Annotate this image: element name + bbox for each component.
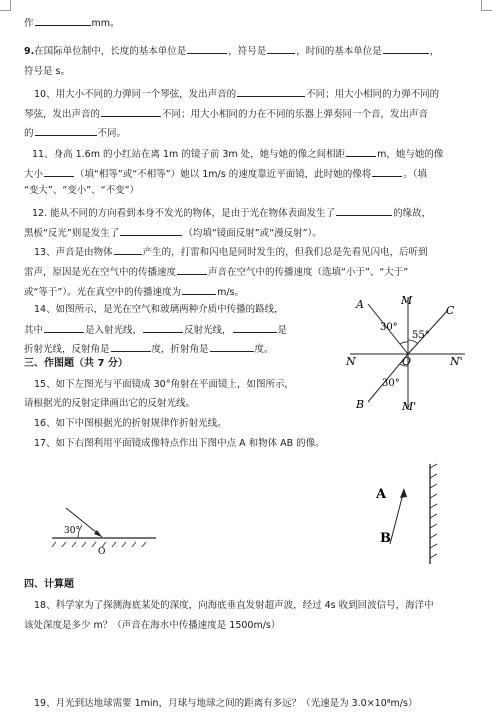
label-n: N <box>346 355 356 368</box>
question-11: 11、身高 1.6m 的小红站在离 1m 的镜子前 3m 处，她与她的像之间相距 m，她与她的像 <box>32 146 443 161</box>
blank[interactable] <box>372 166 402 177</box>
blank[interactable] <box>44 166 74 177</box>
blank[interactable] <box>187 43 227 54</box>
label-o: O <box>402 355 412 368</box>
blank[interactable] <box>143 322 183 333</box>
label-angle-55: 55° <box>412 330 430 341</box>
blank[interactable] <box>346 146 376 157</box>
question-14-cont1: 其中 是入射光线， 反射光线， 是 <box>24 322 287 337</box>
question-13-cont1: 雷声，原因是光在空气中的传播速度 声音在空气中的传播速度（选填“小于”、“大于” <box>24 264 408 279</box>
question-11-cont1: 大小 （填“相等”或“不相等”）她以 1m/s 的速度靠近平面镜，此时她的像将 。（填 <box>24 166 427 181</box>
label-m-prime: M' <box>402 400 417 413</box>
angle-arc-30-top <box>400 342 408 344</box>
label-b: B <box>356 398 365 411</box>
question-14: 14、如图所示，是光在空气和玻璃两种介质中传播的路线， <box>34 304 284 315</box>
blank[interactable] <box>267 43 295 54</box>
object-arrowhead <box>400 488 407 498</box>
question-13: 13、声音是由物体 产生的，打雷和闪电是同时发生的，但我们总是先看见闪电，后听到 <box>34 244 428 259</box>
light-path-diagram <box>340 292 470 414</box>
question-15-cont: 请根据光的反射定律画出它的反射光线。 <box>24 398 196 409</box>
question-11-cont2: “变大”、“变小”、“不变”） <box>24 185 140 196</box>
label-angle-30-bottom: 30° <box>382 378 400 389</box>
label-c: C <box>446 304 455 317</box>
corner-mark-left <box>0 0 11 11</box>
line-prev-end: 作 mm。 <box>24 15 120 30</box>
question-18-cont: 该处深度是多少 m？（声音在海水中传播速度是 1500m/s） <box>24 620 281 631</box>
blank[interactable] <box>177 264 207 275</box>
question-9: 9.在国际单位制中，长度的基本单位是 ，符号是 ，时间的基本单位是 ， <box>24 43 439 58</box>
section-4-heading: 四、计算题 <box>24 579 74 590</box>
blank[interactable] <box>111 341 151 352</box>
label-m: M <box>401 294 413 307</box>
section-3-heading: 三、作图题（共 7 分） <box>24 358 128 369</box>
question-18: 18、科学家为了探测海底某处的深度，向海底垂直发射超声波，经过 4s 收到回波信号，海洋中 <box>34 600 434 611</box>
angle-label-30: 30° <box>64 526 80 536</box>
question-9-cont: 符号是 s。 <box>24 66 70 77</box>
plane-mirror-object-diagram <box>370 460 450 570</box>
point-o-label: O <box>98 547 106 557</box>
question-12-cont: 黑板“反光”则是发生了 （均填“镜面反射”或“漫反射”）。 <box>24 225 322 240</box>
blank[interactable] <box>233 322 277 333</box>
blank[interactable] <box>35 15 91 26</box>
label-point-a: A <box>376 487 387 502</box>
blank[interactable] <box>44 322 84 333</box>
corner-mark-right <box>481 0 492 11</box>
blank[interactable] <box>101 106 161 117</box>
question-16: 16、如下中图根据光的折射规律作折射光线。 <box>34 418 227 429</box>
blank[interactable] <box>383 43 429 54</box>
blank[interactable] <box>210 341 254 352</box>
question-12: 12. 能从不同的方向看到本身不发光的物体，是由于光在物体表面发生了 的缘故， <box>32 205 431 220</box>
blank[interactable] <box>120 225 182 236</box>
label-a: A <box>356 298 364 311</box>
blank[interactable] <box>237 86 305 97</box>
label-n-prime: N' <box>450 355 463 368</box>
question-10-cont2: 的 不同。 <box>24 125 126 140</box>
label-angle-30-top: 30° <box>380 322 398 333</box>
question-13-cont2: 或“等于”）。光在真空中的传播速度为 m/s。 <box>24 284 244 299</box>
question-14-cont2: 折射光线，反射角是 度，折射角是 度。 <box>24 341 274 356</box>
blank[interactable] <box>35 125 97 136</box>
object-ab <box>390 490 404 544</box>
blank[interactable] <box>114 244 142 255</box>
label-point-b: B <box>380 531 391 546</box>
blank[interactable] <box>336 205 392 216</box>
mirror-30-diagram <box>44 500 164 560</box>
question-10-cont1: 琴弦，发出声音的 不同；用大小相同的力在不同的乐器上弹奏同一个音，发出声音 <box>24 106 428 121</box>
question-17: 17、如下右图利用平面镜成像特点作出下图中点 A 和物体 AB 的像。 <box>34 438 325 449</box>
question-15: 15、如下左图光与平面镜成 30°角射在平面镜上，如图所示， <box>34 379 294 390</box>
blank[interactable] <box>182 284 216 295</box>
question-10: 10、用大小不同的力弹同一个琴弦，发出声音的 不同；用大小相同的力弹不同的 <box>34 86 439 101</box>
question-19: 19、月光到达地球需要 1min，月球与地球之间的距离有多远？（光速是为 3.0×10⁸m/s） <box>34 698 418 709</box>
